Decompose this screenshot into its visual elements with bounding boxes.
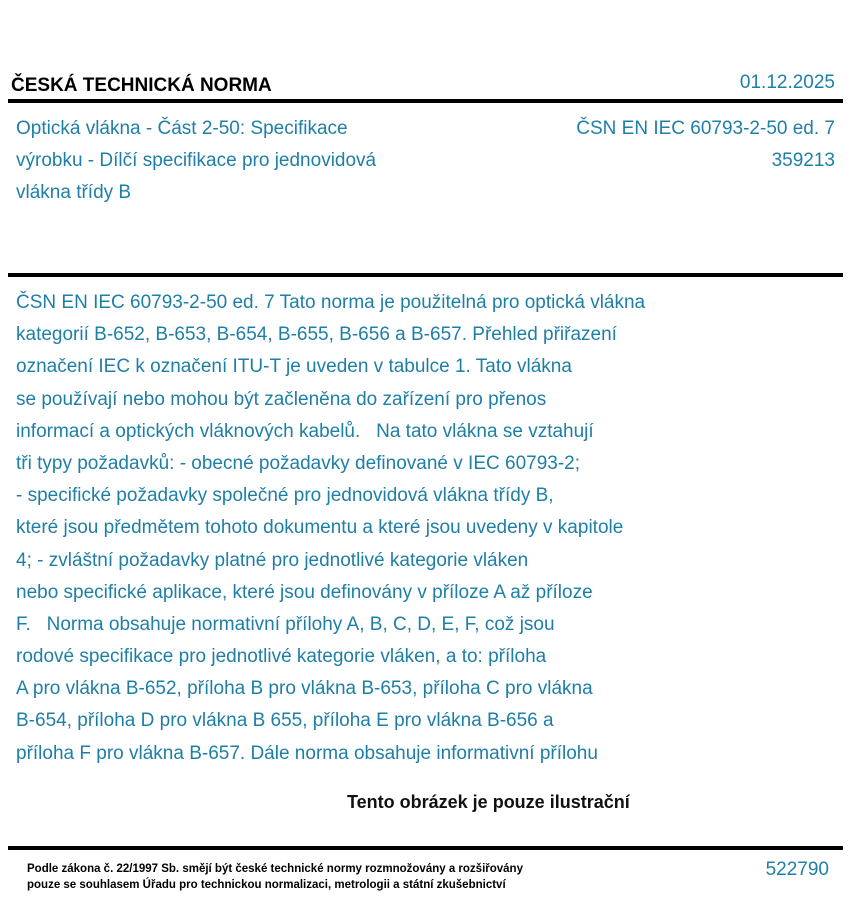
abstract-line: B-654, příloha D pro vlákna B 655, příloha E pro vlákna B-656 a — [16, 710, 554, 732]
abstract-line: A pro vlákna B-652, příloha B pro vlákna B-653, příloha C pro vlákna — [16, 678, 593, 700]
abstract-line: 4; - zvláštní požadavky platné pro jednotlivé kategorie vláken — [16, 549, 529, 571]
abstract-line: informací a optických vláknových kabelů. Na tato vlákna se vztahují — [16, 420, 594, 442]
abstract-line: příloha F pro vlákna B-657. Dále norma obsahuje informativní přílohu — [16, 742, 598, 764]
section-divider — [8, 273, 843, 277]
standard-title-line: vlákna třídy B — [16, 182, 132, 203]
abstract-line: které jsou předmětem tohoto dokumentu a které jsou uvedeny v kapitole — [16, 517, 624, 539]
publication-date: 01.12.2025 — [739, 72, 835, 93]
abstract-text — [16, 287, 645, 770]
standard-designation: ČSN EN IEC 60793-2-50 ed. 7 — [576, 118, 835, 139]
standard-title-line: Optická vlákna - Část 2-50: Specifikace — [16, 118, 348, 139]
illustration-note: Tento obrázek je pouze ilustrační — [347, 792, 630, 812]
abstract-line: označení IEC k označení ITU-T je uveden v tabulce 1. Tato vlákna — [16, 356, 572, 378]
copyright-line: Podle zákona č. 22/1997 Sb. smějí být české technické normy rozmnožovány a rozšiřovány — [27, 863, 523, 875]
abstract-line: ČSN EN IEC 60793-2-50 ed. 7 Tato norma je použitelná pro optická vlákna — [16, 292, 646, 313]
catalog-number: 359213 — [771, 150, 835, 171]
header-divider — [8, 99, 843, 103]
standard-title — [16, 113, 456, 209]
abstract-line: se používají nebo mohou být začleněna do zařízení pro přenos — [16, 388, 547, 410]
footer-divider — [8, 846, 843, 850]
abstract-line: kategorií B-652, B-653, B-654, B-655, B-656 a B-657. Přehled přiřazení — [16, 324, 617, 346]
abstract-line: F. Norma obsahuje normativní přílohy A, B, C, D, E, F, což jsou — [16, 613, 555, 635]
standard-identification — [576, 113, 835, 177]
standard-title-line: výrobku - Dílčí specifikace pro jednovidová — [16, 150, 377, 171]
copyright-notice — [27, 861, 523, 893]
abstract-line: rodové specifikace pro jednotlivé kategorie vláken, a to: příloha — [16, 646, 547, 668]
abstract-line: - specifické požadavky společné pro jednovidová vlákna třídy B, — [16, 485, 554, 507]
copyright-line: pouze se souhlasem Úřadu pro technickou normalizaci, metrologii a státní zkušebnictví — [27, 879, 506, 891]
document-number: 522790 — [765, 859, 829, 880]
document-header-title: ČESKÁ TECHNICKÁ NORMA — [11, 75, 272, 96]
abstract-line: tři typy požadavků: - obecné požadavky definované v IEC 60793-2; — [16, 452, 581, 474]
abstract-line: nebo specifické aplikace, které jsou definovány v příloze A až příloze — [16, 581, 593, 603]
